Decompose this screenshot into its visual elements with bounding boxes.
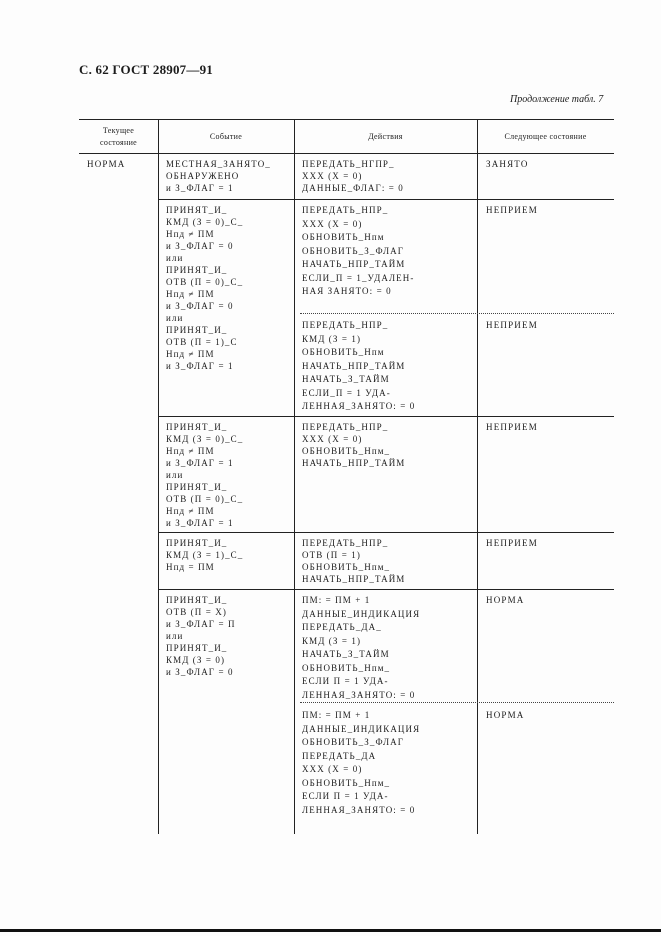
next-state-cell: НЕПРИЕМ (486, 422, 538, 432)
actions-cell: ПЕРЕДАТЬ_НГПР_ ХХХ (Х = 0) ДАННЫЕ_ФЛАГ: = 0 (302, 159, 404, 193)
next-state-cell: НЕПРИЕМ (486, 205, 538, 215)
group-divider (158, 199, 614, 200)
header-current-state-line2: состояние (99, 138, 138, 147)
actions-cell: ПЕРЕДАТЬ_НПР_ ХХХ (Х = 0) ОБНОВИТЬ_Нпм ОБНОВИТЬ_З_ФЛАГ НАЧАТЬ_НПР_ТАЙМ ЕСЛИ_П = 1_УДАЛЕН- НАЯ ЗАНЯТО: = 0 (302, 205, 415, 296)
actions-cell: ПЕРЕДАТЬ_НПР_ ХХХ (Х = 0) ОБНОВИТЬ_Нпм_ НАЧАТЬ_НПР_ТАЙМ (302, 422, 406, 468)
actions-cell: ПЕРЕДАТЬ_НПР_ ОТВ (П = 1) ОБНОВИТЬ_Нпм_ НАЧАТЬ_НПР_ТАЙМ (302, 538, 406, 584)
actions-cell: ПМ: = ПМ + 1 ДАННЫЕ_ИНДИКАЦИЯ ОБНОВИТЬ_З_ФЛАГ ПЕРЕДАТЬ_ДА ХХХ (Х = 0) ОБНОВИТЬ_Нпм_ ЕСЛИ П = 1 УДА- ЛЕННАЯ_ЗАНЯТО: = 0 (302, 710, 421, 815)
group-divider (158, 532, 614, 533)
header-current-state (79, 125, 158, 149)
page-header: С. 62 ГОСТ 28907—91 (79, 62, 213, 77)
next-state-cell: НОРМА (486, 710, 525, 720)
table-header-rule (79, 153, 614, 154)
table-continuation-label: Продолжение табл. 7 (510, 94, 604, 105)
event-cell: МЕСТНАЯ_ЗАНЯТО_ ОБНАРУЖЕНО и З_ФЛАГ = 1 (166, 159, 271, 193)
header-next-state: Следующее состояние (504, 132, 587, 141)
column-divider-1 (158, 119, 159, 834)
event-cell: ПРИНЯТ_И_ КМД (З = 0)_С_ Нпд ≠ ПМ и З_ФЛАГ = 1 или ПРИНЯТ_И_ ОТВ (П = 0)_С_ Нпд ≠ ПМ и З_ФЛАГ = 1 (166, 422, 244, 528)
next-state-cell: НЕПРИЕМ (486, 538, 538, 548)
next-state-cell: НОРМА (486, 595, 525, 605)
event-cell: ПРИНЯТ_И_ КМД (З = 1)_С_ Нпд = ПМ (166, 538, 244, 572)
column-divider-3 (477, 119, 478, 834)
actions-cell: ПМ: = ПМ + 1 ДАННЫЕ_ИНДИКАЦИЯ ПЕРЕДАТЬ_ДА_ КМД (З = 1) НАЧАТЬ_З_ТАЙМ ОБНОВИТЬ_Нпм_ ЕСЛИ П = 1 УДА- ЛЕННАЯ_ЗАНЯТО: = 0 (302, 595, 421, 700)
table-top-rule (79, 119, 614, 120)
actions-cell: ПЕРЕДАТЬ_НПР_ КМД (З = 1) ОБНОВИТЬ_Нпм НАЧАТЬ_НПР_ТАЙМ НАЧАТЬ_З_ТАЙМ ЕСЛИ_П = 1 УДА- ЛЕННАЯ_ЗАНЯТО: = 0 (302, 320, 416, 411)
group-divider (158, 416, 614, 417)
event-cell: ПРИНЯТ_И_ КМД (З = 0)_С_ Нпд ≠ ПМ и З_ФЛАГ = 0 или ПРИНЯТ_И_ ОТВ (П = 0)_С_ Нпд ≠ ПМ и З_ФЛАГ = 0 или ПРИНЯТ_И_ ОТВ (П = 1)_С Нпд ≠ ПМ и З_ФЛАГ = 1 (166, 205, 244, 371)
header-actions: Действия (368, 132, 403, 141)
sub-row-divider (300, 702, 614, 703)
page-bottom-rule (0, 929, 661, 932)
header-event: Событие (209, 132, 243, 141)
sub-row-divider (300, 313, 614, 314)
next-state-cell: НЕПРИЕМ (486, 320, 538, 330)
current-state-value: НОРМА (87, 159, 126, 169)
column-divider-2 (294, 119, 295, 834)
header-current-state-line1: Текущее (102, 126, 135, 135)
event-cell: ПРИНЯТ_И_ ОТВ (П = Х) и З_ФЛАГ = П или ПРИНЯТ_И_ КМД (З = 0) и З_ФЛАГ = 0 (166, 595, 236, 677)
group-divider (158, 589, 614, 590)
next-state-cell: ЗАНЯТО (486, 159, 529, 169)
